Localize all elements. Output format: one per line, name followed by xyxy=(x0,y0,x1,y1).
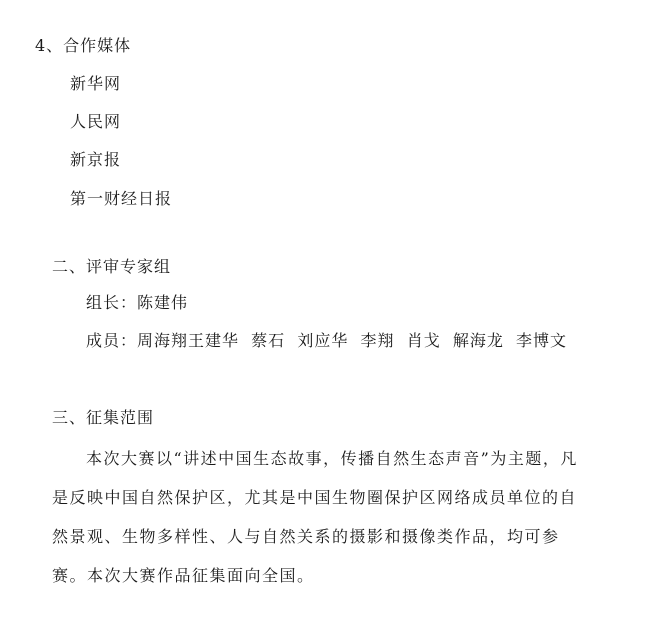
expert-group-members: 成员：周海翔王建华 蔡石 刘应华 李翔 肖戈 解海龙 李博文 xyxy=(86,331,568,350)
section-3-body: 本次大赛以“讲述中国生态故事，传播自然生态声音”为主题，凡是反映中国自然保护区，尤其是中国生物圈保护区网络成员单位的自然景观、生物多样性、人与自然关系的摄影和摄像类作品，均可参赛。本次大赛作品征集面向全国。 xyxy=(52,449,578,585)
media-item-4: 第一财经日报 xyxy=(70,189,173,208)
expert-group-leader: 组长：陈建伟 xyxy=(86,293,189,312)
section-2-heading: 二、评审专家组 xyxy=(52,257,172,276)
section-3-heading: 三、征集范围 xyxy=(52,408,155,427)
media-item-1: 新华网 xyxy=(70,74,122,93)
section-4-heading: 4、合作媒体 xyxy=(35,36,132,55)
media-item-3: 新京报 xyxy=(70,150,122,169)
media-item-2: 人民网 xyxy=(70,112,122,131)
